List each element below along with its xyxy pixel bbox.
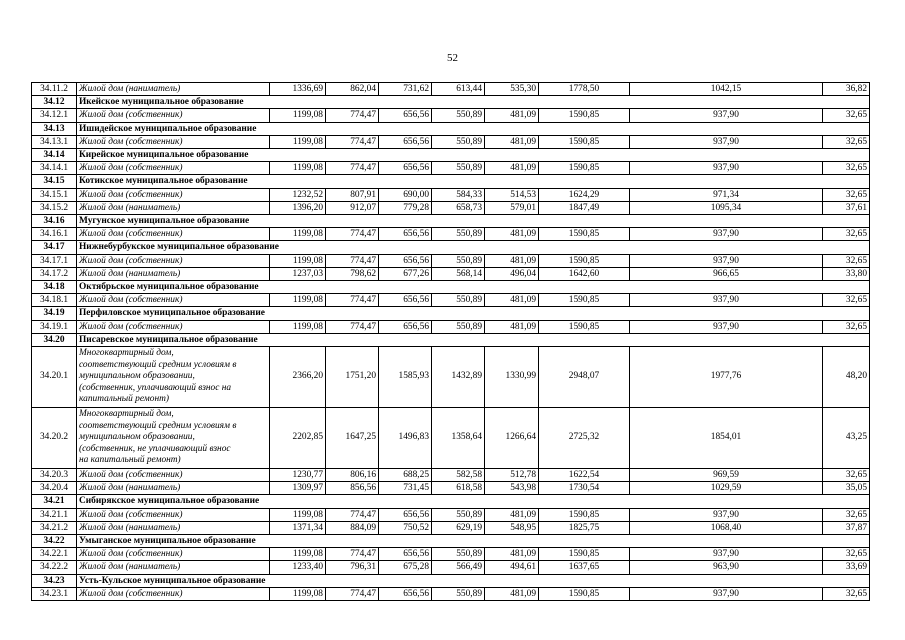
value-cell: 774,47 [326,548,379,561]
row-code: 34.22.2 [32,561,77,574]
row-code: 34.15 [32,175,77,188]
section-blank-cell [485,96,870,109]
table-row [32,320,870,333]
value-cell: 750,52 [379,521,432,534]
value-cell: 774,47 [326,587,379,600]
row-description: Жилой дом (собственник) [77,294,270,307]
row-code: 34.20.1 [32,347,77,408]
value-cell: 36,82 [823,83,870,96]
value-cell: 1590,85 [539,135,630,148]
value-cell: 969,59 [630,469,823,482]
value-cell: 48,20 [823,347,870,408]
value-cell: 1590,85 [539,254,630,267]
value-cell: 550,89 [432,135,485,148]
row-code: 34.11.2 [32,83,77,96]
section-header-row [32,149,870,162]
value-cell: 1778,50 [539,83,630,96]
value-cell: 543,98 [485,482,539,495]
row-description: Жилой дом (собственник) [77,508,270,521]
value-cell: 1977,76 [630,347,823,408]
table-row [32,228,870,241]
value-cell: 33,69 [823,561,870,574]
value-cell: 1266,64 [485,408,539,469]
value-cell: 1624,29 [539,188,630,201]
value-cell: 1336,69 [270,83,326,96]
section-title: Сибирякское муниципальное образование [77,495,485,508]
value-cell: 656,56 [379,587,432,600]
value-cell: 658,73 [432,201,485,214]
description-line: (собственник, не уплачивающий взнос [79,443,231,454]
section-blank-cell [485,215,870,228]
value-cell: 1432,89 [432,347,485,408]
table-row [32,548,870,561]
table-row [32,83,870,96]
value-cell: 774,47 [326,135,379,148]
value-cell: 963,90 [630,561,823,574]
value-cell: 971,34 [630,188,823,201]
value-cell: 1590,85 [539,109,630,122]
value-cell: 1199,08 [270,548,326,561]
value-cell: 32,65 [823,320,870,333]
value-cell: 1199,08 [270,254,326,267]
description-line: Многоквартирный дом, [79,409,174,420]
row-description: Жилой дом (собственник) [77,587,270,600]
value-cell: 937,90 [630,109,823,122]
value-cell: 1095,34 [630,201,823,214]
value-cell: 937,90 [630,228,823,241]
section-title: Икейское муниципальное образование [77,96,485,109]
value-cell: 33,80 [823,267,870,280]
row-code: 34.21 [32,495,77,508]
description-line: (собственник, уплачивающий взнос на [79,382,232,393]
value-cell: 856,56 [326,482,379,495]
table-row [32,347,870,408]
value-cell: 2202,85 [270,408,326,469]
row-code: 34.15.2 [32,201,77,214]
value-cell: 779,28 [379,201,432,214]
value-cell: 774,47 [326,254,379,267]
row-code: 34.13 [32,122,77,135]
page-number: 52 [447,52,458,64]
value-cell: 1029,59 [630,482,823,495]
value-cell: 1230,77 [270,469,326,482]
row-description: Жилой дом (собственник) [77,548,270,561]
row-code: 34.17.1 [32,254,77,267]
value-cell: 1637,65 [539,561,630,574]
value-cell: 1590,85 [539,294,630,307]
value-cell: 481,09 [485,320,539,333]
value-cell: 512,78 [485,469,539,482]
section-title: Усть-Кульское муниципальное образование [77,574,485,587]
value-cell: 1199,08 [270,228,326,241]
value-cell: 937,90 [630,320,823,333]
value-cell: 966,65 [630,267,823,280]
row-code: 34.16 [32,215,77,228]
value-cell: 496,04 [485,267,539,280]
value-cell: 656,56 [379,162,432,175]
value-cell: 32,65 [823,508,870,521]
value-cell: 1847,49 [539,201,630,214]
section-blank-cell [485,333,870,346]
row-description: Жилой дом (собственник) [77,254,270,267]
row-description: Жилой дом (наниматель) [77,201,270,214]
value-cell: 481,09 [485,109,539,122]
row-code: 34.17 [32,241,77,254]
row-code: 34.12.1 [32,109,77,122]
value-cell: 32,65 [823,162,870,175]
row-description: Жилой дом (наниматель) [77,267,270,280]
value-cell: 550,89 [432,162,485,175]
value-cell: 806,16 [326,469,379,482]
section-title: Октябрьское муниципальное образование [77,281,485,294]
section-blank-cell [485,175,870,188]
section-blank-cell [485,495,870,508]
value-cell: 656,56 [379,320,432,333]
section-blank-cell [485,149,870,162]
section-header-row [32,241,870,254]
value-cell: 1199,08 [270,109,326,122]
row-description: Жилой дом (собственник) [77,162,270,175]
value-cell: 1199,08 [270,587,326,600]
value-cell: 937,90 [630,294,823,307]
value-cell: 656,56 [379,254,432,267]
section-blank-cell [485,122,870,135]
section-title: Котикское муниципальное образование [77,175,485,188]
description-line: на капитальный ремонт) [79,455,181,466]
table-row [32,482,870,495]
value-cell: 37,61 [823,201,870,214]
value-cell: 613,44 [432,83,485,96]
value-cell: 629,19 [432,521,485,534]
value-cell: 566,49 [432,561,485,574]
value-cell: 774,47 [326,228,379,241]
section-header-row [32,175,870,188]
section-header-row [32,574,870,587]
value-cell: 550,89 [432,228,485,241]
value-cell: 1371,34 [270,521,326,534]
table-row [32,162,870,175]
value-cell: 1590,85 [539,162,630,175]
value-cell: 481,09 [485,587,539,600]
table-row [32,521,870,534]
value-cell: 550,89 [432,109,485,122]
value-cell: 1068,40 [630,521,823,534]
value-cell: 937,90 [630,508,823,521]
table-row [32,408,870,469]
row-code: 34.20.4 [32,482,77,495]
value-cell: 550,89 [432,320,485,333]
section-blank-cell [485,241,870,254]
value-cell: 798,62 [326,267,379,280]
section-header-row [32,307,870,320]
value-cell: 937,90 [630,587,823,600]
row-description: Жилой дом (собственник) [77,320,270,333]
value-cell: 32,65 [823,228,870,241]
row-description: Жилой дом (собственник) [77,469,270,482]
table-row [32,561,870,574]
value-cell: 32,65 [823,469,870,482]
row-code: 34.12 [32,96,77,109]
value-cell: 688,25 [379,469,432,482]
description-line: муниципальном образовании, [79,371,195,382]
value-cell: 1496,83 [379,408,432,469]
section-title: Нижнебурбукское муниципальное образование [77,241,485,254]
value-cell: 1751,20 [326,347,379,408]
table-row [32,267,870,280]
value-cell: 32,65 [823,548,870,561]
value-cell: 1585,93 [379,347,432,408]
value-cell: 937,90 [630,162,823,175]
value-cell: 2725,32 [539,408,630,469]
value-cell: 35,05 [823,482,870,495]
value-cell: 579,01 [485,201,539,214]
value-cell: 675,28 [379,561,432,574]
value-cell: 656,56 [379,294,432,307]
section-header-row [32,495,870,508]
table-row [32,188,870,201]
value-cell: 731,62 [379,83,432,96]
value-cell: 550,89 [432,548,485,561]
value-cell: 32,65 [823,587,870,600]
section-title: Мугунское муниципальное образование [77,215,485,228]
value-cell: 1358,64 [432,408,485,469]
value-cell: 1199,08 [270,294,326,307]
row-code: 34.20.2 [32,408,77,469]
value-cell: 1330,99 [485,347,539,408]
value-cell: 1199,08 [270,320,326,333]
section-title: Писаревское муниципальное образование [77,333,485,346]
value-cell: 862,04 [326,83,379,96]
value-cell: 32,65 [823,135,870,148]
row-description [77,347,270,408]
value-cell: 937,90 [630,548,823,561]
value-cell: 582,58 [432,469,485,482]
value-cell: 1590,85 [539,548,630,561]
value-cell: 1590,85 [539,228,630,241]
row-code: 34.21.1 [32,508,77,521]
row-code: 34.18.1 [32,294,77,307]
value-cell: 481,09 [485,508,539,521]
value-cell: 32,65 [823,109,870,122]
row-code: 34.20 [32,333,77,346]
value-cell: 481,09 [485,162,539,175]
section-header-row [32,215,870,228]
section-header-row [32,96,870,109]
row-code: 34.22.1 [32,548,77,561]
value-cell: 550,89 [432,587,485,600]
section-header-row [32,281,870,294]
value-cell: 37,87 [823,521,870,534]
description-line: соответствующий средним условиям в [79,420,237,431]
value-cell: 1309,97 [270,482,326,495]
section-title: Ишидейское муниципальное образование [77,122,485,135]
value-cell: 690,00 [379,188,432,201]
value-cell: 1622,54 [539,469,630,482]
row-description: Жилой дом (наниматель) [77,521,270,534]
row-code: 34.14 [32,149,77,162]
value-cell: 550,89 [432,508,485,521]
value-cell: 656,56 [379,135,432,148]
table-row [32,109,870,122]
section-blank-cell [485,535,870,548]
value-cell: 1199,08 [270,508,326,521]
value-cell: 481,09 [485,548,539,561]
value-cell: 1042,15 [630,83,823,96]
table-row [32,135,870,148]
value-cell: 1232,52 [270,188,326,201]
tariff-table [31,82,870,601]
value-cell: 568,14 [432,267,485,280]
value-cell: 656,56 [379,508,432,521]
row-code: 34.13.1 [32,135,77,148]
value-cell: 677,26 [379,267,432,280]
value-cell: 481,09 [485,294,539,307]
value-cell: 548,95 [485,521,539,534]
row-code: 34.19.1 [32,320,77,333]
section-header-row [32,333,870,346]
description-line: капитальный ремонт) [79,394,170,405]
value-cell: 656,56 [379,228,432,241]
value-cell: 774,47 [326,320,379,333]
value-cell: 535,30 [485,83,539,96]
row-code: 34.20.3 [32,469,77,482]
section-blank-cell [485,307,870,320]
value-cell: 1396,20 [270,201,326,214]
value-cell: 2366,20 [270,347,326,408]
value-cell: 550,89 [432,254,485,267]
section-blank-cell [485,281,870,294]
value-cell: 1237,03 [270,267,326,280]
value-cell: 1199,08 [270,162,326,175]
value-cell: 1730,54 [539,482,630,495]
value-cell: 32,65 [823,254,870,267]
row-code: 34.21.2 [32,521,77,534]
table-row [32,587,870,600]
row-description: Жилой дом (собственник) [77,228,270,241]
section-header-row [32,535,870,548]
section-title: Умыганское муниципальное образование [77,535,485,548]
row-code: 34.19 [32,307,77,320]
value-cell: 32,65 [823,294,870,307]
value-cell: 656,56 [379,109,432,122]
value-cell: 774,47 [326,162,379,175]
description-line: соответствующий средним условиям в [79,359,237,370]
value-cell: 884,09 [326,521,379,534]
section-title: Перфиловское муниципальное образование [77,307,485,320]
value-cell: 1647,25 [326,408,379,469]
row-code: 34.15.1 [32,188,77,201]
description-line: муниципальном образовании, [79,432,195,443]
value-cell: 1825,75 [539,521,630,534]
value-cell: 481,09 [485,135,539,148]
row-description: Жилой дом (собственник) [77,135,270,148]
row-code: 34.14.1 [32,162,77,175]
row-description: Жилой дом (собственник) [77,188,270,201]
value-cell: 618,58 [432,482,485,495]
value-cell: 774,47 [326,508,379,521]
value-cell: 481,09 [485,254,539,267]
table-row [32,201,870,214]
row-description: Жилой дом (собственник) [77,109,270,122]
table-row [32,508,870,521]
table-row [32,254,870,267]
value-cell: 481,09 [485,228,539,241]
value-cell: 774,47 [326,109,379,122]
value-cell: 731,45 [379,482,432,495]
value-cell: 1199,08 [270,135,326,148]
value-cell: 807,91 [326,188,379,201]
value-cell: 1233,40 [270,561,326,574]
row-description: Жилой дом (наниматель) [77,561,270,574]
value-cell: 912,07 [326,201,379,214]
value-cell: 32,65 [823,188,870,201]
value-cell: 1642,60 [539,267,630,280]
row-description: Жилой дом (наниматель) [77,482,270,495]
value-cell: 43,25 [823,408,870,469]
row-code: 34.18 [32,281,77,294]
value-cell: 584,33 [432,188,485,201]
row-code: 34.23 [32,574,77,587]
value-cell: 937,90 [630,135,823,148]
value-cell: 2948,07 [539,347,630,408]
value-cell: 514,53 [485,188,539,201]
description-line: Многоквартирный дом, [79,348,174,359]
value-cell: 774,47 [326,294,379,307]
value-cell: 1590,85 [539,508,630,521]
value-cell: 1854,01 [630,408,823,469]
value-cell: 1590,85 [539,320,630,333]
row-description: Жилой дом (наниматель) [77,83,270,96]
value-cell: 494,61 [485,561,539,574]
row-code: 34.16.1 [32,228,77,241]
value-cell: 1590,85 [539,587,630,600]
value-cell: 796,31 [326,561,379,574]
row-code: 34.22 [32,535,77,548]
row-code: 34.17.2 [32,267,77,280]
row-description [77,408,270,469]
section-title: Кирейское муниципальное образование [77,149,485,162]
section-header-row [32,122,870,135]
row-code: 34.23.1 [32,587,77,600]
value-cell: 937,90 [630,254,823,267]
section-blank-cell [485,574,870,587]
table-row [32,294,870,307]
table-row [32,469,870,482]
value-cell: 550,89 [432,294,485,307]
value-cell: 656,56 [379,548,432,561]
